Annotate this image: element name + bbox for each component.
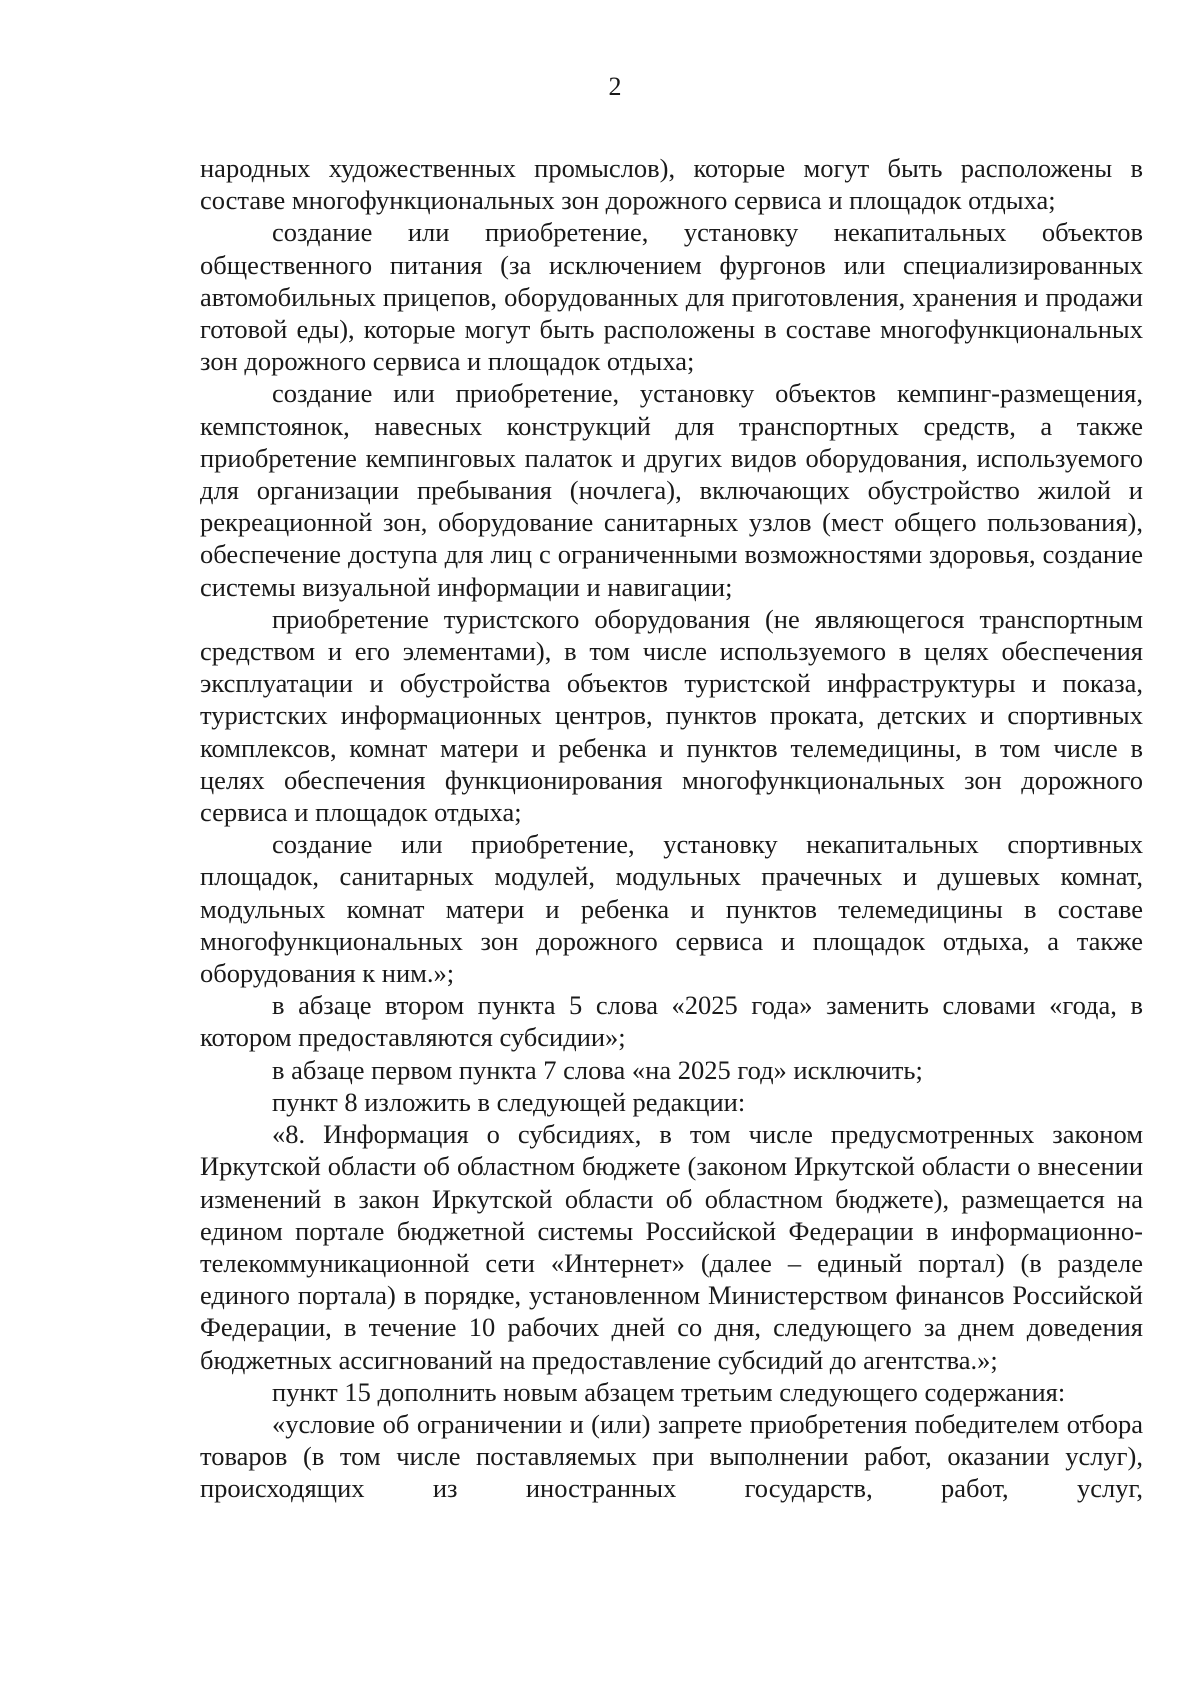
- paragraph: «условие об ограничении и (или) запрете приобретения победителем отбора товаров (в том числе поставляемых при выполнении работ, оказании услуг), происходящих из иностранных государств, работ, услуг,: [200, 1408, 1143, 1504]
- paragraph: создание или приобретение, установку некапитальных объектов общественного питания (за исключением фургонов или специализированных автомобильных прицепов, оборудованных для приготовления, хранения и продажи готовой еды), которые могут быть расположены в составе многофункциональных зон дорожного сервиса и площадок отдыха;: [200, 217, 1143, 377]
- document-body: [200, 152, 1143, 1505]
- paragraph: приобретение туристского оборудования (не являющегося транспортным средством и его элементами), в том числе используемого в целях обеспечения эксплуатации и обустройства объектов туристской инфраструктуры и показа, туристских информационных центров, пунктов проката, детских и спортивных комплексов, комнат матери и ребенка и пунктов телемедицины, в том числе в целях обеспечения функционирования многофункциональных зон дорожного сервиса и площадок отдыха;: [200, 603, 1143, 828]
- paragraph: пункт 15 дополнить новым абзацем третьим следующего содержания:: [272, 1376, 1066, 1407]
- paragraph: народных художественных промыслов), которые могут быть расположены в составе многофункциональных зон дорожного сервиса и площадок отдыха;: [200, 153, 1143, 216]
- paragraph: в абзаце первом пункта 7 слова «на 2025 год» исключить;: [272, 1054, 923, 1085]
- paragraph: создание или приобретение, установку некапитальных спортивных площадок, санитарных модулей, модульных прачечных и душевых комнат, модульных комнат матери и ребенка и пунктов телемедицины в составе многофункциональных зон дорожного сервиса и площадок отдыха, а также оборудования к ним.»;: [200, 829, 1143, 989]
- paragraph: «8. Информация о субсидиях, в том числе предусмотренных законом Иркутской области об областном бюджете (законом Иркутской области о внесении изменений в закон Иркутской области об областном бюджете), размещается на едином портале бюджетной системы Российской Федерации в информационно-телекоммуникационной сети «Интернет» (далее – единый портал) (в разделе единого портала) в порядке, установленном Министерством финансов Российской Федерации, в течение 10 рабочих дней со дня, следующего за днем доведения бюджетных ассигнований на предоставление субсидий до агентства.»;: [200, 1119, 1143, 1375]
- paragraph: пункт 8 изложить в следующей редакции:: [272, 1086, 746, 1117]
- page-number: 2: [608, 72, 622, 101]
- paragraph: в абзаце втором пункта 5 слова «2025 года» заменить словами «года, в котором предоставляются субсидии»;: [200, 990, 1143, 1053]
- paragraph: создание или приобретение, установку объектов кемпинг-размещения, кемпстоянок, навесных конструкций для транспортных средств, а также приобретение кемпинговых палаток и других видов оборудования, используемого для организации пребывания (ночлега), включающих обустройство жилой и рекреационной зон, оборудование санитарных узлов (мест общего пользования), обеспечение доступа для лиц с ограниченными возможностями здоровья, создание системы визуальной информации и навигации;: [200, 378, 1143, 602]
